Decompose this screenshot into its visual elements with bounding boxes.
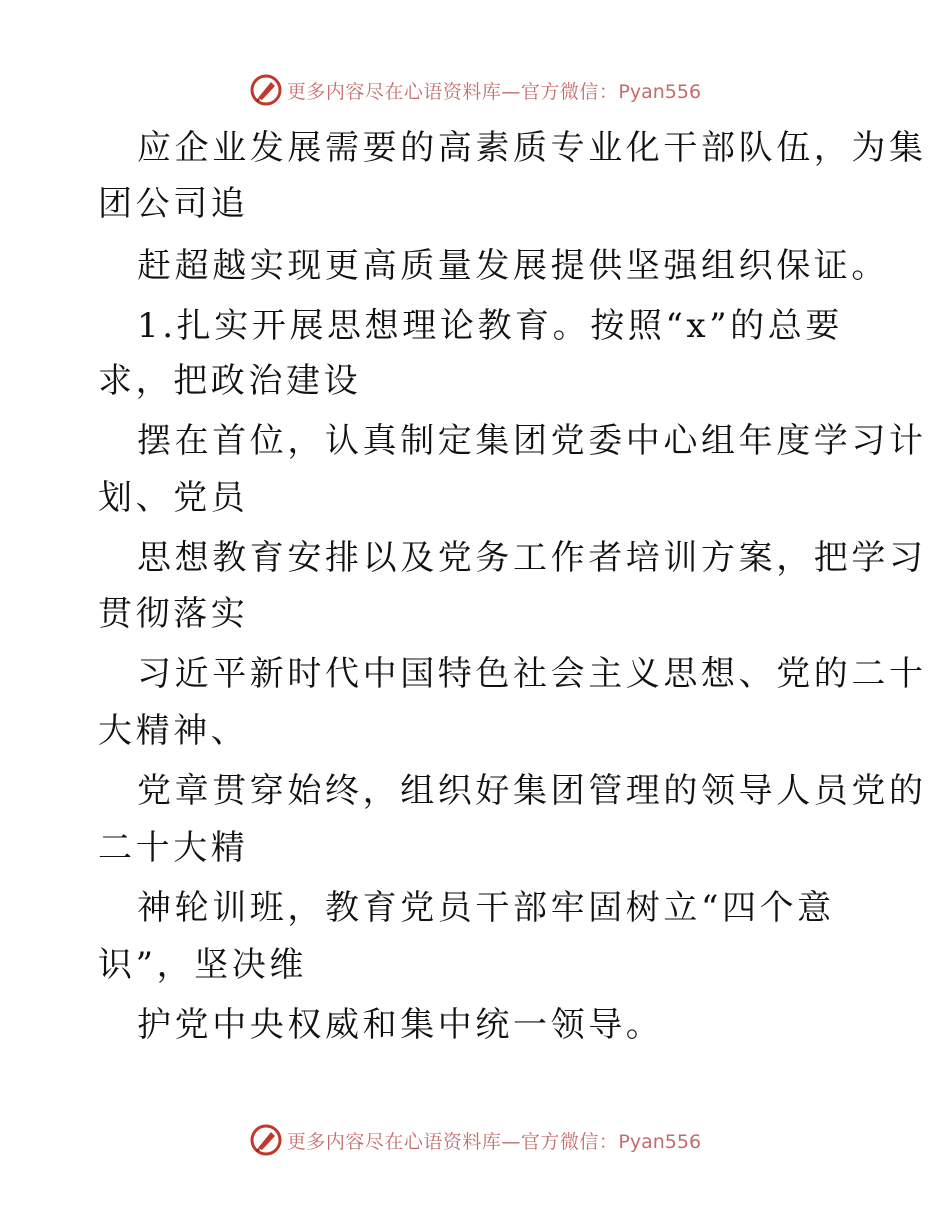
- pen-logo-icon: [249, 73, 283, 107]
- text-line: 团公司追: [98, 184, 249, 224]
- text-line: 识”，坚决维: [98, 945, 307, 985]
- text-line: 应企业发展需要的高素质专业化干部队伍，为集: [137, 128, 927, 168]
- watermark-id: Pyan556: [618, 1130, 702, 1153]
- watermark-text: 更多内容尽在心语资料库—官方微信：: [286, 1130, 619, 1153]
- text-line: 二十大精: [98, 828, 249, 868]
- pen-logo-icon: [249, 1123, 283, 1157]
- text-line: 赶超越实现更高质量发展提供坚强组织保证。: [137, 246, 889, 286]
- text-line: 神轮训班，教育党员干部牢固树立“四个意: [137, 888, 835, 928]
- header-watermark: [0, 70, 950, 110]
- text-line: 1.扎实开展思想理论教育。按照“x”的总要: [137, 306, 843, 346]
- watermark-id: Pyan556: [618, 80, 702, 103]
- watermark-text: 更多内容尽在心语资料库—官方微信：: [286, 80, 619, 103]
- text-line: 求，把政治建设: [98, 361, 362, 401]
- text-line: 护党中央权威和集中统一领导。: [137, 1005, 664, 1045]
- footer-watermark: [0, 1120, 950, 1160]
- text-line: 贯彻落实: [98, 594, 249, 634]
- text-line: 习近平新时代中国特色社会主义思想、党的二十: [137, 654, 927, 694]
- text-line: 划、党员: [98, 478, 249, 518]
- text-line: 摆在首位，认真制定集团党委中心组年度学习计: [137, 421, 927, 461]
- text-line: 党章贯穿始终，组织好集团管理的领导人员党的: [137, 771, 927, 811]
- text-line: 大精神、: [98, 711, 249, 751]
- text-line: 思想教育安排以及党务工作者培训方案，把学习: [137, 538, 927, 578]
